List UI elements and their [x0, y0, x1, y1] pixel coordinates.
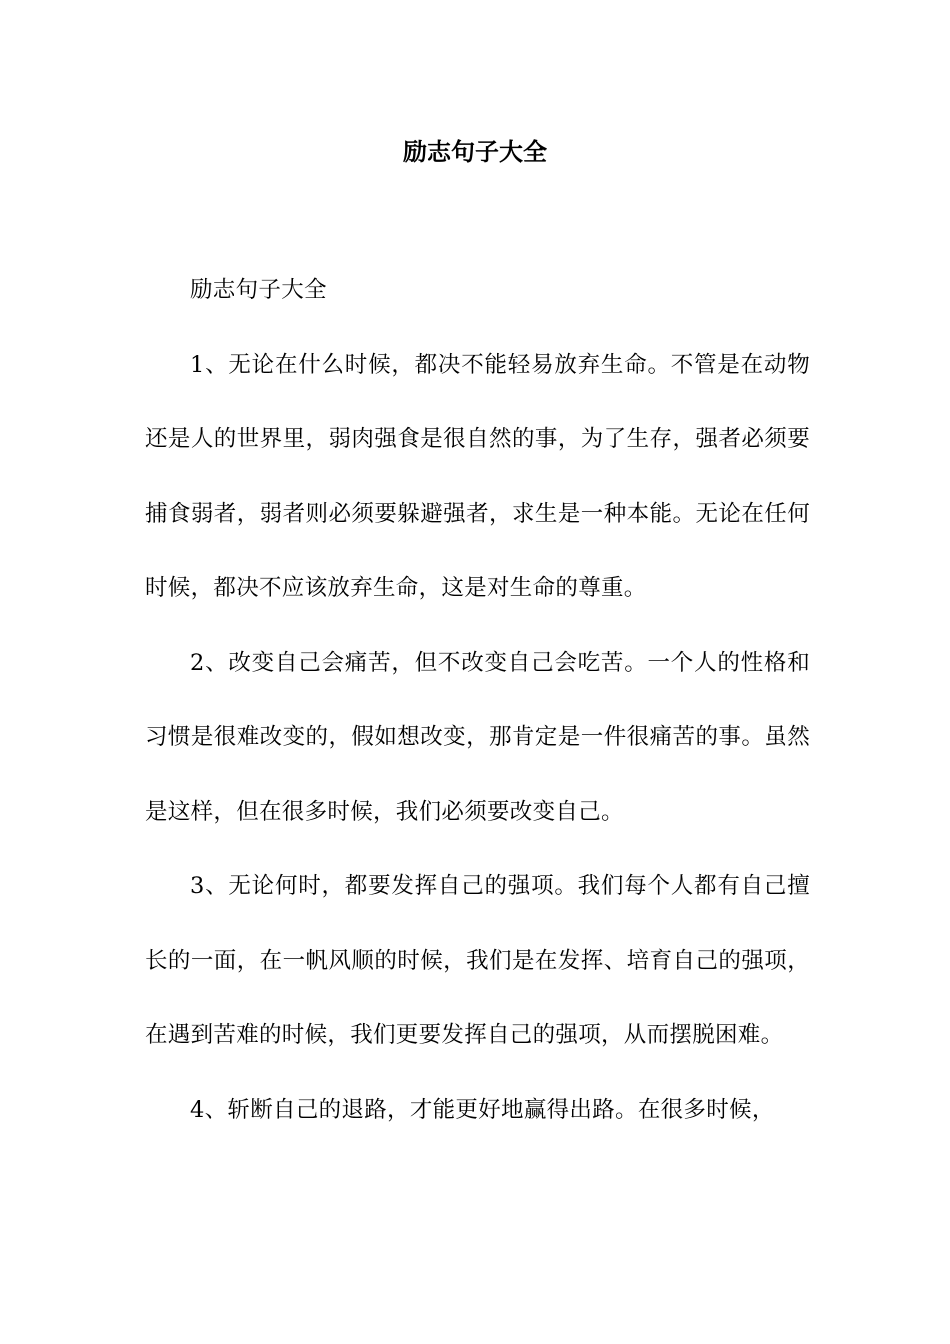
- document-title: 励志句子大全: [403, 137, 547, 166]
- paragraph-subtitle: 励志句子大全: [190, 277, 327, 303]
- paragraph-item-1: 1、无论在什么时候，都决不能轻易放弃生命。不管是在动物还是人的世界里，弱肉强食是很自然的事，为了生存，强者必须要捕食弱者，弱者则必须要躲避强者，求生是一种本能。无论在任何时候，都决不应该放弃生命，这是对生命的尊重。: [145, 351, 810, 601]
- document-body: [145, 253, 810, 1147]
- paragraph-item-4: 4、斩断自己的退路，才能更好地赢得出路。在很多时候，: [190, 1096, 775, 1123]
- paragraph-item-2: 2、改变自己会痛苦，但不改变自己会吃苦。一个人的性格和习惯是很难改变的，假如想改变，那肯定是一件很痛苦的事。虽然是这样，但在很多时候，我们必须要改变自己。: [145, 649, 810, 825]
- paragraph-item-3: 3、无论何时，都要发挥自己的强项。我们每个人都有自己擅长的一面，在一帆风顺的时候，我们是在发挥、培育自己的强项，在遇到苦难的时候，我们更要发挥自己的强项，从而摆脱困难。: [145, 873, 810, 1048]
